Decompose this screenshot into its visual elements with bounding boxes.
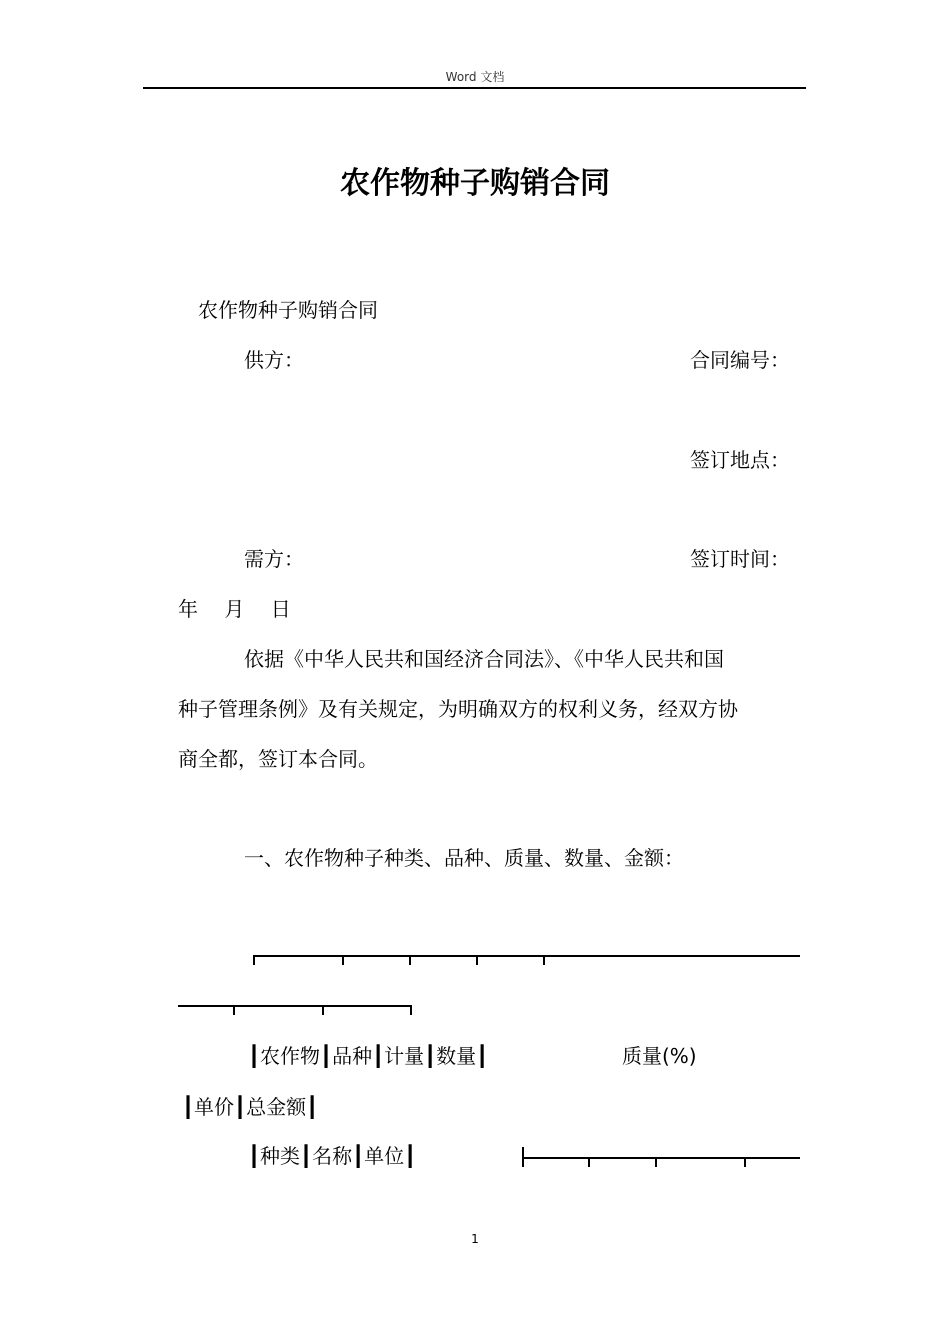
sign-place-label: 签订地点： — [690, 448, 790, 472]
table-border-tick — [543, 955, 545, 965]
paragraph-line: 商全都，签订本合同。 — [178, 747, 378, 771]
header-rule — [143, 87, 806, 89]
paragraph-line: 种子管理条例》及有关规定，为明确双方的权利义务，经双方协 — [178, 697, 738, 721]
section-heading: 一、农作物种子种类、品种、质量、数量、金额： — [244, 846, 684, 870]
sign-time-label: 签订时间： — [690, 547, 790, 571]
contract-number-label: 合同编号： — [690, 348, 790, 372]
table-header-row: ┃农作物┃品种┃计量┃数量┃ — [248, 1044, 489, 1068]
paragraph-line: 依据《中华人民共和国经济合同法》、《中华人民共和国 — [244, 647, 724, 671]
document-title: 农作物种子购销合同 — [340, 166, 610, 201]
table-border-tick — [409, 955, 411, 965]
table-border-tick — [744, 1157, 746, 1167]
table-border-tick — [253, 955, 255, 965]
table-border-tick — [588, 1157, 590, 1167]
table-header-cell-quality: 质量(%) — [622, 1044, 697, 1068]
document-subtitle: 农作物种子购销合同 — [198, 298, 378, 322]
page-header: Word 文档 — [445, 70, 505, 84]
table-border-tick — [476, 955, 478, 965]
table-border-tick — [322, 1005, 324, 1015]
table-border-tick — [655, 1157, 657, 1167]
buyer-label: 需方： — [244, 547, 304, 571]
page-number: 1 — [471, 1232, 479, 1246]
table-header-row: ┃种类┃名称┃单位┃ — [248, 1144, 417, 1168]
supplier-label: 供方： — [244, 348, 304, 372]
date-line: 年 月 日 — [178, 597, 291, 621]
table-border-tick — [342, 955, 344, 965]
table-subheader-border — [522, 1157, 800, 1159]
table-border-tick — [233, 1005, 235, 1015]
table-border-tick — [522, 1147, 524, 1167]
table-border-tick — [410, 1005, 412, 1015]
table-top-border-continued — [178, 1005, 412, 1007]
table-top-border — [253, 955, 800, 957]
table-header-row: ┃单价┃总金额┃ — [182, 1095, 319, 1119]
